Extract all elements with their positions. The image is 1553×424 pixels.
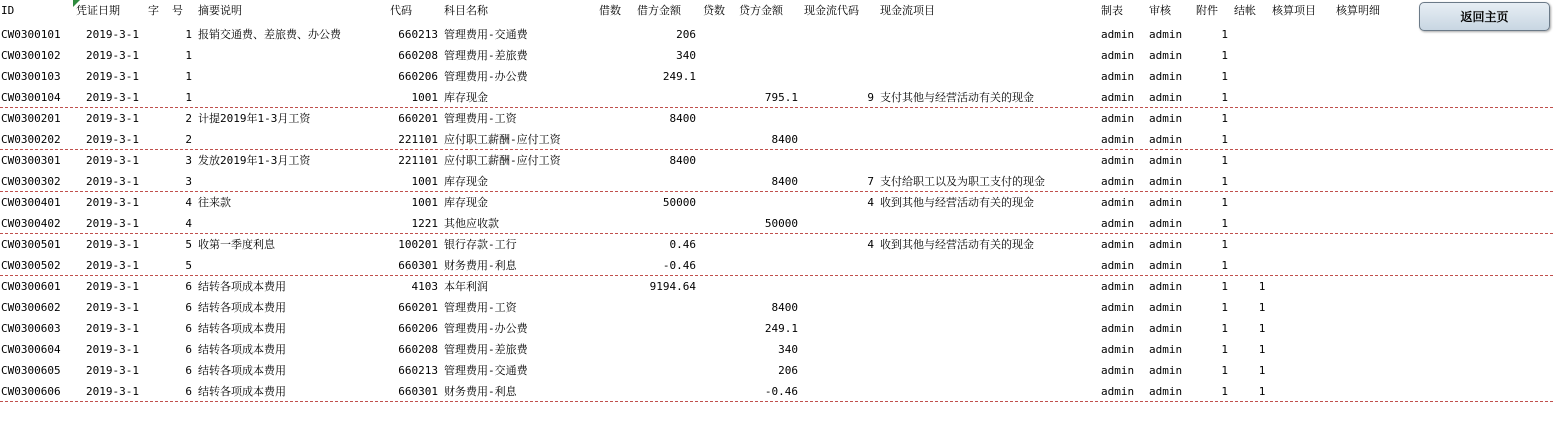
cell-account[interactable]: 管理费用-办公费 <box>444 70 528 83</box>
cell-id[interactable]: CW0300401 <box>1 196 61 209</box>
cell-debit[interactable]: 9194.64 <box>649 280 696 293</box>
header-debit-count: 借数 <box>599 4 621 17</box>
cell-code[interactable]: 660208 <box>398 343 438 356</box>
cell-attach[interactable]: 1 <box>1221 112 1228 125</box>
cell-attach[interactable]: 1 <box>1221 385 1228 398</box>
cell-debit[interactable]: 340 <box>676 49 696 62</box>
cell-closed[interactable] <box>1257 45 1267 66</box>
cell-maker[interactable]: admin <box>1101 91 1135 104</box>
cell-closed[interactable]: 1 <box>1258 385 1266 398</box>
cell-date[interactable]: 2019-3-1 <box>86 217 139 230</box>
cell-checker[interactable]: admin <box>1149 259 1183 272</box>
cell-account[interactable]: 银行存款-工行 <box>444 238 517 251</box>
cell-cf-code[interactable]: 4 <box>867 238 874 251</box>
cell-credit[interactable]: 8400 <box>771 301 798 314</box>
cell-debit[interactable]: 206 <box>676 28 696 41</box>
cell-id[interactable]: CW0300502 <box>1 259 61 272</box>
cell-cf-item[interactable] <box>880 339 1095 360</box>
cell-maker[interactable]: admin <box>1101 133 1135 146</box>
cell-checker[interactable]: admin <box>1149 196 1183 209</box>
cell-cf-item[interactable] <box>880 150 1095 171</box>
cell-code[interactable]: 660301 <box>398 259 438 272</box>
cell-debit[interactable]: 8400 <box>669 112 696 125</box>
cell-date[interactable]: 2019-3-1 <box>86 259 139 272</box>
cell-credit[interactable]: 249.1 <box>764 322 798 335</box>
cell-maker[interactable]: admin <box>1101 238 1135 251</box>
cell-cf-item[interactable] <box>880 66 1095 87</box>
cell-id[interactable]: CW0300501 <box>1 238 61 251</box>
table-row[interactable] <box>0 150 1553 171</box>
cell-debit[interactable]: 249.1 <box>662 70 696 83</box>
cell-id[interactable]: CW0300402 <box>1 217 61 230</box>
cell-id[interactable]: CW0300104 <box>1 91 61 104</box>
cell-cf-code[interactable] <box>860 297 874 318</box>
cell-debit[interactable]: 50000 <box>662 196 696 209</box>
cell-id[interactable]: CW0300201 <box>1 112 61 125</box>
cell-cf-code[interactable] <box>860 129 874 150</box>
table-row[interactable] <box>0 360 1553 381</box>
table-row[interactable] <box>0 66 1553 87</box>
cell-maker[interactable]: admin <box>1101 154 1135 167</box>
cell-code[interactable]: 660213 <box>398 28 438 41</box>
cell-cf-item[interactable] <box>880 24 1095 45</box>
cell-maker[interactable]: admin <box>1101 175 1135 188</box>
cell-account[interactable]: 本年利润 <box>444 280 488 293</box>
cell-date[interactable]: 2019-3-1 <box>86 175 139 188</box>
header-debit-amount: 借方金额 <box>637 4 681 17</box>
header-summary: 摘要说明 <box>198 4 242 17</box>
cell-code[interactable]: 660206 <box>398 70 438 83</box>
cell-cf-code[interactable] <box>860 360 874 381</box>
cell-attach[interactable]: 1 <box>1221 196 1228 209</box>
cell-maker[interactable]: admin <box>1101 343 1135 356</box>
cell-credit[interactable]: 340 <box>778 343 798 356</box>
cell-code[interactable]: 660201 <box>398 112 438 125</box>
cell-cf-item[interactable] <box>880 129 1095 150</box>
cell-closed[interactable]: 1 <box>1258 364 1266 377</box>
cell-closed[interactable] <box>1257 171 1267 192</box>
cell-closed[interactable] <box>1257 213 1267 234</box>
cell-cf-item[interactable]: 支付给职工以及为职工支付的现金 <box>880 175 1045 188</box>
cell-attach[interactable]: 1 <box>1221 70 1228 83</box>
cell-code[interactable]: 660206 <box>398 322 438 335</box>
cell-account[interactable]: 应付职工薪酬-应付工资 <box>444 133 561 146</box>
cell-code[interactable]: 1001 <box>411 175 438 188</box>
cell-checker[interactable]: admin <box>1149 28 1183 41</box>
cell-no[interactable]: 6 <box>185 364 192 377</box>
cell-summary[interactable] <box>198 66 388 87</box>
cell-no[interactable]: 5 <box>185 238 192 251</box>
cell-attach[interactable]: 1 <box>1221 49 1228 62</box>
cell-maker[interactable]: admin <box>1101 112 1135 125</box>
cell-no[interactable]: 5 <box>185 259 192 272</box>
cell-cf-code[interactable] <box>860 108 874 129</box>
cell-no[interactable]: 1 <box>185 70 192 83</box>
table-row[interactable] <box>0 213 1553 234</box>
cell-maker[interactable]: admin <box>1101 301 1135 314</box>
cell-checker[interactable]: admin <box>1149 217 1183 230</box>
cell-maker[interactable]: admin <box>1101 196 1135 209</box>
table-row[interactable] <box>0 192 1553 213</box>
cell-attach[interactable]: 1 <box>1221 91 1228 104</box>
cell-summary[interactable] <box>198 171 388 192</box>
table-row[interactable] <box>0 381 1553 402</box>
cell-credit[interactable] <box>730 66 798 87</box>
cell-date[interactable]: 2019-3-1 <box>86 70 139 83</box>
cell-closed[interactable]: 1 <box>1258 280 1266 293</box>
cell-checker[interactable]: admin <box>1149 133 1183 146</box>
cell-debit[interactable] <box>630 213 696 234</box>
cell-no[interactable]: 4 <box>185 217 192 230</box>
cell-account[interactable]: 管理费用-交通费 <box>444 364 528 377</box>
cell-date[interactable]: 2019-3-1 <box>86 49 139 62</box>
cell-id[interactable]: CW0300302 <box>1 175 61 188</box>
cell-cf-item[interactable] <box>880 360 1095 381</box>
table-row[interactable] <box>0 276 1553 297</box>
cell-credit[interactable] <box>730 192 798 213</box>
cell-checker[interactable]: admin <box>1149 49 1183 62</box>
cell-credit[interactable]: 8400 <box>771 175 798 188</box>
cell-credit[interactable]: -0.46 <box>764 385 798 398</box>
cell-credit[interactable] <box>730 108 798 129</box>
cell-summary[interactable]: 发放2019年1-3月工资 <box>198 154 311 167</box>
cell-id[interactable]: CW0300102 <box>1 49 61 62</box>
header-calc-item: 核算项目 <box>1272 4 1316 17</box>
cell-debit[interactable] <box>630 171 696 192</box>
cell-closed[interactable] <box>1257 150 1267 171</box>
cell-cf-code[interactable] <box>860 381 874 402</box>
cell-date[interactable]: 2019-3-1 <box>86 154 139 167</box>
table-row[interactable] <box>0 297 1553 318</box>
cell-closed[interactable]: 1 <box>1258 343 1266 356</box>
cell-cf-item[interactable] <box>880 255 1095 276</box>
cell-debit[interactable] <box>630 381 696 402</box>
cell-checker[interactable]: admin <box>1149 364 1183 377</box>
cell-no[interactable]: 6 <box>185 280 192 293</box>
cell-attach[interactable]: 1 <box>1221 259 1228 272</box>
cell-no[interactable]: 1 <box>185 91 192 104</box>
table-row[interactable] <box>0 255 1553 276</box>
cell-date[interactable]: 2019-3-1 <box>86 133 139 146</box>
cell-account[interactable]: 库存现金 <box>444 175 488 188</box>
cell-checker[interactable]: admin <box>1149 70 1183 83</box>
cell-cf-item[interactable] <box>880 318 1095 339</box>
cell-credit[interactable]: 795.1 <box>764 91 798 104</box>
cell-credit[interactable]: 206 <box>778 364 798 377</box>
cell-maker[interactable]: admin <box>1101 385 1135 398</box>
cell-no[interactable]: 1 <box>185 49 192 62</box>
cell-account[interactable]: 库存现金 <box>444 91 488 104</box>
cell-id[interactable]: CW0300103 <box>1 70 61 83</box>
cell-cf-code[interactable] <box>860 339 874 360</box>
cell-id[interactable]: CW0300603 <box>1 322 61 335</box>
header-checker: 审核 <box>1149 4 1171 17</box>
cell-closed[interactable]: 1 <box>1258 322 1266 335</box>
cell-checker[interactable]: admin <box>1149 343 1183 356</box>
cell-account[interactable]: 财务费用-利息 <box>444 259 517 272</box>
cell-no[interactable]: 6 <box>185 385 192 398</box>
cell-cf-item[interactable] <box>880 45 1095 66</box>
cell-attach[interactable]: 1 <box>1221 154 1228 167</box>
cell-id[interactable]: CW0300101 <box>1 28 61 41</box>
cell-checker[interactable]: admin <box>1149 280 1183 293</box>
cell-closed[interactable] <box>1257 24 1267 45</box>
cell-summary[interactable] <box>198 255 388 276</box>
header-zi: 字 <box>148 4 159 17</box>
cell-credit[interactable]: 8400 <box>771 133 798 146</box>
cell-date[interactable]: 2019-3-1 <box>86 301 139 314</box>
cell-no[interactable]: 6 <box>185 301 192 314</box>
cell-code[interactable]: 1001 <box>411 196 438 209</box>
cell-summary[interactable]: 结转各项成本费用 <box>198 301 286 314</box>
cell-cf-code[interactable] <box>860 255 874 276</box>
table-row[interactable] <box>0 87 1553 108</box>
cell-attach[interactable]: 1 <box>1221 364 1228 377</box>
table-row[interactable] <box>0 24 1553 45</box>
cell-debit[interactable] <box>630 87 696 108</box>
cell-checker[interactable]: admin <box>1149 385 1183 398</box>
cell-id[interactable]: CW0300604 <box>1 343 61 356</box>
cell-maker[interactable]: admin <box>1101 259 1135 272</box>
cell-code[interactable]: 1001 <box>411 91 438 104</box>
cell-code[interactable]: 660201 <box>398 301 438 314</box>
cell-cf-code[interactable]: 7 <box>867 175 874 188</box>
cell-account[interactable]: 管理费用-工资 <box>444 301 517 314</box>
cell-date[interactable]: 2019-3-1 <box>86 91 139 104</box>
cell-code[interactable]: 660301 <box>398 385 438 398</box>
cell-checker[interactable]: admin <box>1149 322 1183 335</box>
cell-id[interactable]: CW0300601 <box>1 280 61 293</box>
cell-cf-code[interactable] <box>860 213 874 234</box>
cell-no[interactable]: 3 <box>185 154 192 167</box>
cell-date[interactable]: 2019-3-1 <box>86 112 139 125</box>
header-hao: 号 <box>172 4 183 17</box>
cell-attach[interactable]: 1 <box>1221 217 1228 230</box>
cell-attach[interactable]: 1 <box>1221 175 1228 188</box>
cell-checker[interactable]: admin <box>1149 301 1183 314</box>
cell-credit[interactable] <box>730 255 798 276</box>
table-row[interactable] <box>0 129 1553 150</box>
cell-debit[interactable]: 0.46 <box>669 238 696 251</box>
cell-account[interactable]: 管理费用-办公费 <box>444 322 528 335</box>
cell-debit[interactable]: 8400 <box>669 154 696 167</box>
cell-maker[interactable]: admin <box>1101 28 1135 41</box>
cell-code[interactable]: 221101 <box>398 133 438 146</box>
table-row[interactable] <box>0 339 1553 360</box>
table-row[interactable] <box>0 108 1553 129</box>
cell-checker[interactable]: admin <box>1149 238 1183 251</box>
cell-date[interactable]: 2019-3-1 <box>86 280 139 293</box>
back-home-button[interactable]: 返回主页 <box>1419 2 1550 31</box>
cell-attach[interactable]: 1 <box>1221 28 1228 41</box>
cell-closed[interactable] <box>1257 255 1267 276</box>
cell-id[interactable]: CW0300602 <box>1 301 61 314</box>
header-credit-count: 贷数 <box>703 4 725 17</box>
cell-account[interactable]: 管理费用-差旅费 <box>444 343 528 356</box>
cell-summary[interactable]: 结转各项成本费用 <box>198 343 286 356</box>
cell-summary[interactable] <box>198 213 388 234</box>
header-cashflow-item: 现金流项目 <box>880 4 935 17</box>
cell-maker[interactable]: admin <box>1101 364 1135 377</box>
cell-date[interactable]: 2019-3-1 <box>86 196 139 209</box>
cell-summary[interactable] <box>198 45 388 66</box>
cell-id[interactable]: CW0300301 <box>1 154 61 167</box>
cell-summary[interactable]: 往来款 <box>198 196 231 209</box>
cell-account[interactable]: 其他应收款 <box>444 217 499 230</box>
cell-debit[interactable] <box>630 318 696 339</box>
table-row[interactable] <box>0 171 1553 192</box>
cell-code[interactable]: 100201 <box>398 238 438 251</box>
header-maker: 制表 <box>1101 4 1123 17</box>
cell-credit[interactable] <box>730 24 798 45</box>
cell-account[interactable]: 管理费用-交通费 <box>444 28 528 41</box>
header-closed: 结帐 <box>1234 4 1256 17</box>
cell-attach[interactable]: 1 <box>1221 343 1228 356</box>
cell-code[interactable]: 660208 <box>398 49 438 62</box>
header-credit-amount: 贷方金额 <box>739 4 783 17</box>
cell-code[interactable]: 4103 <box>411 280 438 293</box>
cell-summary[interactable]: 收第一季度利息 <box>198 238 275 251</box>
cell-id[interactable]: CW0300202 <box>1 133 61 146</box>
cell-closed[interactable] <box>1257 66 1267 87</box>
cell-closed[interactable]: 1 <box>1258 301 1266 314</box>
cell-maker[interactable]: admin <box>1101 322 1135 335</box>
cell-no[interactable]: 6 <box>185 343 192 356</box>
cell-no[interactable]: 3 <box>185 175 192 188</box>
cell-id[interactable]: CW0300605 <box>1 364 61 377</box>
cell-cf-code[interactable] <box>860 276 874 297</box>
cell-cf-code[interactable] <box>860 318 874 339</box>
cell-checker[interactable]: admin <box>1149 91 1183 104</box>
cell-checker[interactable]: admin <box>1149 154 1183 167</box>
cell-debit[interactable] <box>630 339 696 360</box>
cell-cf-item[interactable] <box>880 297 1095 318</box>
cell-maker[interactable]: admin <box>1101 70 1135 83</box>
cell-summary[interactable]: 结转各项成本费用 <box>198 280 286 293</box>
cell-account[interactable]: 管理费用-工资 <box>444 112 517 125</box>
cell-account[interactable]: 应付职工薪酬-应付工资 <box>444 154 561 167</box>
cell-credit[interactable] <box>730 45 798 66</box>
cell-cf-item[interactable] <box>880 381 1095 402</box>
cell-account[interactable]: 库存现金 <box>444 196 488 209</box>
cell-date[interactable]: 2019-3-1 <box>86 322 139 335</box>
cell-no[interactable]: 6 <box>185 322 192 335</box>
cell-credit[interactable]: 50000 <box>764 217 798 230</box>
cell-checker[interactable]: admin <box>1149 175 1183 188</box>
header-calc-detail: 核算明细 <box>1336 4 1380 17</box>
cell-no[interactable]: 1 <box>185 28 192 41</box>
header-attachment: 附件 <box>1196 4 1218 17</box>
cell-closed[interactable] <box>1257 129 1267 150</box>
cell-summary[interactable]: 结转各项成本费用 <box>198 322 286 335</box>
cell-summary[interactable] <box>198 87 388 108</box>
cell-attach[interactable]: 1 <box>1221 133 1228 146</box>
cell-summary[interactable]: 结转各项成本费用 <box>198 364 286 377</box>
cell-code[interactable]: 221101 <box>398 154 438 167</box>
cell-closed[interactable] <box>1257 192 1267 213</box>
cell-cf-item[interactable]: 收到其他与经营活动有关的现金 <box>880 238 1034 251</box>
header-id: ID <box>1 4 15 17</box>
cell-cf-code[interactable]: 4 <box>867 196 874 209</box>
cell-no[interactable]: 2 <box>185 112 192 125</box>
cell-date[interactable]: 2019-3-1 <box>86 343 139 356</box>
cell-cf-item[interactable]: 支付其他与经营活动有关的现金 <box>880 91 1034 104</box>
cell-code[interactable]: 1221 <box>411 217 438 230</box>
cell-credit[interactable] <box>730 234 798 255</box>
cell-maker[interactable]: admin <box>1101 217 1135 230</box>
cell-summary[interactable]: 结转各项成本费用 <box>198 385 286 398</box>
cell-cf-item[interactable] <box>880 213 1095 234</box>
cell-cf-code[interactable] <box>860 150 874 171</box>
cell-cf-code[interactable]: 9 <box>867 91 874 104</box>
cell-cf-code[interactable] <box>860 45 874 66</box>
cell-closed[interactable] <box>1257 87 1267 108</box>
cell-attach[interactable]: 1 <box>1221 280 1228 293</box>
table-row[interactable] <box>0 45 1553 66</box>
cell-debit[interactable] <box>630 129 696 150</box>
cell-maker[interactable]: admin <box>1101 49 1135 62</box>
header-row <box>0 0 1553 21</box>
cell-credit[interactable] <box>730 276 798 297</box>
cell-debit[interactable] <box>630 297 696 318</box>
cell-date[interactable]: 2019-3-1 <box>86 385 139 398</box>
cell-closed[interactable] <box>1257 234 1267 255</box>
cell-id[interactable]: CW0300606 <box>1 385 61 398</box>
cell-date[interactable]: 2019-3-1 <box>86 28 139 41</box>
cell-maker[interactable]: admin <box>1101 280 1135 293</box>
cell-code[interactable]: 660213 <box>398 364 438 377</box>
cell-cf-item[interactable]: 收到其他与经营活动有关的现金 <box>880 196 1034 209</box>
table-row[interactable] <box>0 234 1553 255</box>
cell-account[interactable]: 管理费用-差旅费 <box>444 49 528 62</box>
cell-summary[interactable]: 计提2019年1-3月工资 <box>198 112 311 125</box>
cell-date[interactable]: 2019-3-1 <box>86 238 139 251</box>
cell-cf-code[interactable] <box>860 66 874 87</box>
table-row[interactable] <box>0 318 1553 339</box>
cell-no[interactable]: 4 <box>185 196 192 209</box>
cell-account[interactable]: 财务费用-利息 <box>444 385 517 398</box>
cell-credit[interactable] <box>730 150 798 171</box>
header-date: 凭证日期 <box>76 4 120 17</box>
cell-checker[interactable]: admin <box>1149 112 1183 125</box>
cell-debit[interactable] <box>630 360 696 381</box>
cell-attach[interactable]: 1 <box>1221 322 1228 335</box>
cell-summary[interactable] <box>198 129 388 150</box>
header-cashflow-code: 现金流代码 <box>804 4 859 17</box>
cell-attach[interactable]: 1 <box>1221 238 1228 251</box>
header-code: 代码 <box>390 4 412 17</box>
cell-cf-item[interactable] <box>880 276 1095 297</box>
cell-attach[interactable]: 1 <box>1221 301 1228 314</box>
header-account: 科目名称 <box>444 4 488 17</box>
cell-debit[interactable]: -0.46 <box>662 259 696 272</box>
cell-cf-code[interactable] <box>860 24 874 45</box>
cell-date[interactable]: 2019-3-1 <box>86 364 139 377</box>
cell-cf-item[interactable] <box>880 108 1095 129</box>
cell-no[interactable]: 2 <box>185 133 192 146</box>
cell-summary[interactable]: 报销交通费、差旅费、办公费 <box>198 28 341 41</box>
cell-closed[interactable] <box>1257 108 1267 129</box>
